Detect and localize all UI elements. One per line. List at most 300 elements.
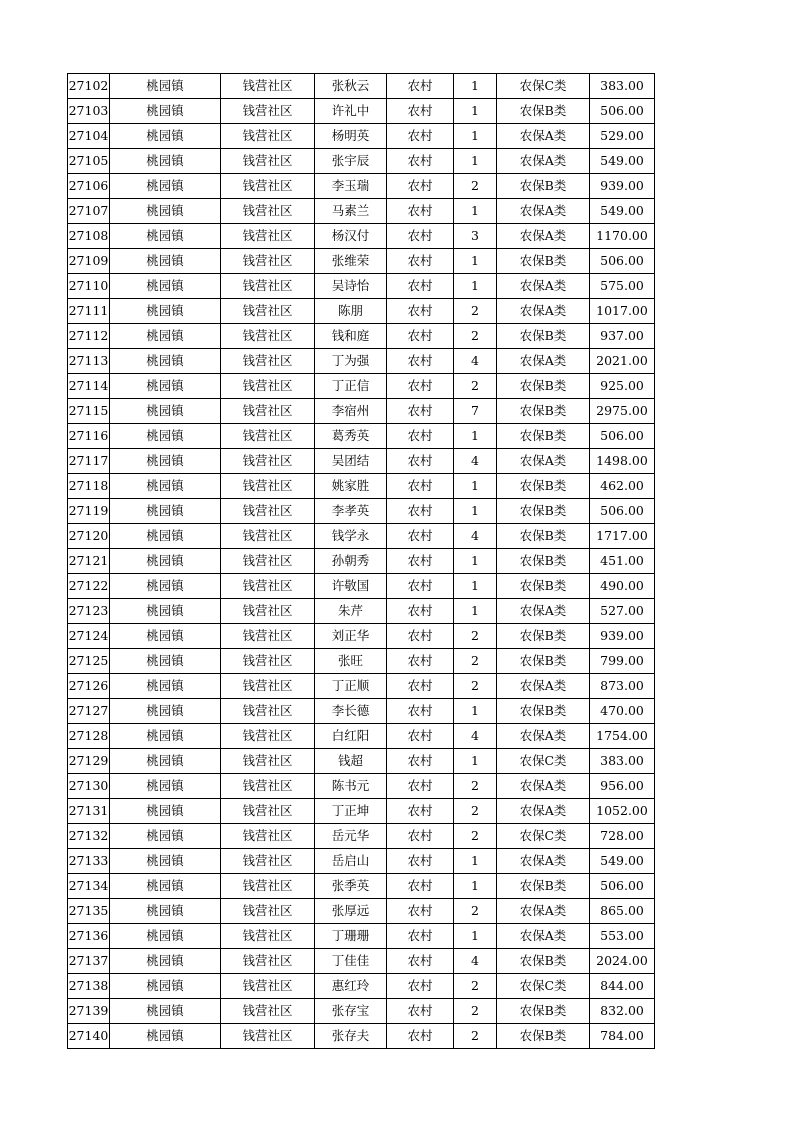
amount-value: 506.00 xyxy=(590,874,655,899)
insurance-category: 农保A类 xyxy=(497,349,590,374)
town-name: 桃园镇 xyxy=(110,999,221,1024)
table-row xyxy=(68,199,655,224)
household-type: 农村 xyxy=(387,99,454,124)
person-name: 钱和庭 xyxy=(315,324,387,349)
insurance-category: 农保A类 xyxy=(497,849,590,874)
community-name: 钱营社区 xyxy=(221,749,315,774)
person-name: 吴团结 xyxy=(315,449,387,474)
town-name: 桃园镇 xyxy=(110,149,221,174)
insurance-category: 农保A类 xyxy=(497,674,590,699)
amount-value: 1170.00 xyxy=(590,224,655,249)
household-type: 农村 xyxy=(387,374,454,399)
member-count: 2 xyxy=(454,799,497,824)
amount-value: 527.00 xyxy=(590,599,655,624)
person-name: 朱芹 xyxy=(315,599,387,624)
person-name: 杨汉付 xyxy=(315,224,387,249)
household-type: 农村 xyxy=(387,874,454,899)
amount-value: 844.00 xyxy=(590,974,655,999)
amount-value: 939.00 xyxy=(590,174,655,199)
household-type: 农村 xyxy=(387,124,454,149)
household-type: 农村 xyxy=(387,724,454,749)
member-count: 2 xyxy=(454,174,497,199)
amount-value: 1754.00 xyxy=(590,724,655,749)
table-row xyxy=(68,99,655,124)
record-id: 27106 xyxy=(68,174,110,199)
community-name: 钱营社区 xyxy=(221,274,315,299)
community-name: 钱营社区 xyxy=(221,224,315,249)
household-type: 农村 xyxy=(387,199,454,224)
person-name: 丁为强 xyxy=(315,349,387,374)
household-type: 农村 xyxy=(387,899,454,924)
table-row xyxy=(68,124,655,149)
household-type: 农村 xyxy=(387,474,454,499)
member-count: 4 xyxy=(454,949,497,974)
amount-value: 832.00 xyxy=(590,999,655,1024)
record-id: 27129 xyxy=(68,749,110,774)
table-row xyxy=(68,949,655,974)
table-row xyxy=(68,324,655,349)
insurance-category: 农保A类 xyxy=(497,149,590,174)
community-name: 钱营社区 xyxy=(221,124,315,149)
town-name: 桃园镇 xyxy=(110,799,221,824)
record-id: 27108 xyxy=(68,224,110,249)
member-count: 2 xyxy=(454,974,497,999)
table-row xyxy=(68,1024,655,1049)
town-name: 桃园镇 xyxy=(110,399,221,424)
insurance-category: 农保A类 xyxy=(497,774,590,799)
insurance-category: 农保A类 xyxy=(497,224,590,249)
table-row xyxy=(68,999,655,1024)
town-name: 桃园镇 xyxy=(110,949,221,974)
table-body xyxy=(68,74,655,1049)
person-name: 李宿州 xyxy=(315,399,387,424)
member-count: 1 xyxy=(454,849,497,874)
town-name: 桃园镇 xyxy=(110,574,221,599)
amount-value: 383.00 xyxy=(590,74,655,99)
table-row xyxy=(68,874,655,899)
insurance-category: 农保B类 xyxy=(497,399,590,424)
community-name: 钱营社区 xyxy=(221,674,315,699)
member-count: 1 xyxy=(454,149,497,174)
community-name: 钱营社区 xyxy=(221,374,315,399)
member-count: 2 xyxy=(454,674,497,699)
table-row xyxy=(68,299,655,324)
insurance-category: 农保B类 xyxy=(497,524,590,549)
person-name: 陈书元 xyxy=(315,774,387,799)
table-row xyxy=(68,974,655,999)
table-row xyxy=(68,924,655,949)
household-type: 农村 xyxy=(387,999,454,1024)
community-name: 钱营社区 xyxy=(221,699,315,724)
member-count: 1 xyxy=(454,99,497,124)
household-type: 农村 xyxy=(387,1024,454,1049)
insurance-category: 农保B类 xyxy=(497,324,590,349)
town-name: 桃园镇 xyxy=(110,724,221,749)
record-id: 27134 xyxy=(68,874,110,899)
insurance-category: 农保C类 xyxy=(497,974,590,999)
household-type: 农村 xyxy=(387,974,454,999)
town-name: 桃园镇 xyxy=(110,74,221,99)
insurance-category: 农保B类 xyxy=(497,999,590,1024)
member-count: 7 xyxy=(454,399,497,424)
record-id: 27113 xyxy=(68,349,110,374)
household-type: 农村 xyxy=(387,624,454,649)
household-type: 农村 xyxy=(387,924,454,949)
member-count: 1 xyxy=(454,499,497,524)
town-name: 桃园镇 xyxy=(110,524,221,549)
household-type: 农村 xyxy=(387,424,454,449)
household-type: 农村 xyxy=(387,799,454,824)
member-count: 1 xyxy=(454,199,497,224)
household-type: 农村 xyxy=(387,524,454,549)
table-row xyxy=(68,174,655,199)
town-name: 桃园镇 xyxy=(110,449,221,474)
community-name: 钱营社区 xyxy=(221,924,315,949)
household-type: 农村 xyxy=(387,549,454,574)
member-count: 4 xyxy=(454,449,497,474)
town-name: 桃园镇 xyxy=(110,674,221,699)
household-type: 农村 xyxy=(387,499,454,524)
household-type: 农村 xyxy=(387,949,454,974)
person-name: 丁珊珊 xyxy=(315,924,387,949)
insurance-category: 农保B类 xyxy=(497,874,590,899)
person-name: 葛秀英 xyxy=(315,424,387,449)
table-row xyxy=(68,224,655,249)
record-id: 27112 xyxy=(68,324,110,349)
community-name: 钱营社区 xyxy=(221,824,315,849)
community-name: 钱营社区 xyxy=(221,249,315,274)
town-name: 桃园镇 xyxy=(110,649,221,674)
record-id: 27137 xyxy=(68,949,110,974)
record-id: 27102 xyxy=(68,74,110,99)
town-name: 桃园镇 xyxy=(110,174,221,199)
insurance-category: 农保B类 xyxy=(497,174,590,199)
community-name: 钱营社区 xyxy=(221,974,315,999)
amount-value: 2021.00 xyxy=(590,349,655,374)
town-name: 桃园镇 xyxy=(110,849,221,874)
member-count: 1 xyxy=(454,924,497,949)
table-row xyxy=(68,724,655,749)
community-name: 钱营社区 xyxy=(221,499,315,524)
person-name: 刘正华 xyxy=(315,624,387,649)
record-id: 27107 xyxy=(68,199,110,224)
town-name: 桃园镇 xyxy=(110,974,221,999)
amount-value: 383.00 xyxy=(590,749,655,774)
amount-value: 873.00 xyxy=(590,674,655,699)
member-count: 1 xyxy=(454,574,497,599)
insurance-category: 农保C类 xyxy=(497,749,590,774)
person-name: 李长德 xyxy=(315,699,387,724)
community-name: 钱营社区 xyxy=(221,599,315,624)
member-count: 1 xyxy=(454,699,497,724)
community-name: 钱营社区 xyxy=(221,799,315,824)
table-row xyxy=(68,349,655,374)
table-row xyxy=(68,599,655,624)
insurance-category: 农保B类 xyxy=(497,1024,590,1049)
insurance-category: 农保C类 xyxy=(497,824,590,849)
table-row xyxy=(68,899,655,924)
town-name: 桃园镇 xyxy=(110,124,221,149)
table-row xyxy=(68,549,655,574)
household-type: 农村 xyxy=(387,699,454,724)
amount-value: 1717.00 xyxy=(590,524,655,549)
insurance-category: 农保C类 xyxy=(497,74,590,99)
record-id: 27127 xyxy=(68,699,110,724)
community-name: 钱营社区 xyxy=(221,424,315,449)
household-type: 农村 xyxy=(387,149,454,174)
member-count: 4 xyxy=(454,724,497,749)
insurance-category: 农保A类 xyxy=(497,799,590,824)
member-count: 1 xyxy=(454,474,497,499)
household-type: 农村 xyxy=(387,349,454,374)
member-count: 1 xyxy=(454,424,497,449)
record-id: 27115 xyxy=(68,399,110,424)
community-name: 钱营社区 xyxy=(221,524,315,549)
member-count: 1 xyxy=(454,249,497,274)
amount-value: 549.00 xyxy=(590,149,655,174)
amount-value: 956.00 xyxy=(590,774,655,799)
table-row xyxy=(68,749,655,774)
community-name: 钱营社区 xyxy=(221,574,315,599)
amount-value: 506.00 xyxy=(590,99,655,124)
amount-value: 506.00 xyxy=(590,249,655,274)
amount-value: 553.00 xyxy=(590,924,655,949)
record-id: 27136 xyxy=(68,924,110,949)
household-type: 农村 xyxy=(387,224,454,249)
household-type: 农村 xyxy=(387,324,454,349)
member-count: 1 xyxy=(454,874,497,899)
record-id: 27117 xyxy=(68,449,110,474)
person-name: 许礼中 xyxy=(315,99,387,124)
community-name: 钱营社区 xyxy=(221,874,315,899)
person-name: 李玉瑞 xyxy=(315,174,387,199)
amount-value: 529.00 xyxy=(590,124,655,149)
amount-value: 549.00 xyxy=(590,849,655,874)
table-row xyxy=(68,74,655,99)
household-type: 农村 xyxy=(387,574,454,599)
amount-value: 937.00 xyxy=(590,324,655,349)
amount-value: 784.00 xyxy=(590,1024,655,1049)
table-row xyxy=(68,674,655,699)
household-type: 农村 xyxy=(387,749,454,774)
record-id: 27109 xyxy=(68,249,110,274)
town-name: 桃园镇 xyxy=(110,699,221,724)
member-count: 2 xyxy=(454,649,497,674)
household-type: 农村 xyxy=(387,849,454,874)
community-name: 钱营社区 xyxy=(221,649,315,674)
household-type: 农村 xyxy=(387,599,454,624)
record-id: 27130 xyxy=(68,774,110,799)
insurance-category: 农保B类 xyxy=(497,249,590,274)
person-name: 张季英 xyxy=(315,874,387,899)
person-name: 张秋云 xyxy=(315,74,387,99)
amount-value: 470.00 xyxy=(590,699,655,724)
table-row xyxy=(68,499,655,524)
table-row xyxy=(68,849,655,874)
household-type: 农村 xyxy=(387,649,454,674)
record-id: 27133 xyxy=(68,849,110,874)
record-id: 27111 xyxy=(68,299,110,324)
town-name: 桃园镇 xyxy=(110,924,221,949)
record-id: 27132 xyxy=(68,824,110,849)
town-name: 桃园镇 xyxy=(110,349,221,374)
record-id: 27119 xyxy=(68,499,110,524)
person-name: 张旺 xyxy=(315,649,387,674)
person-name: 孙朝秀 xyxy=(315,549,387,574)
insurance-category: 农保B类 xyxy=(497,99,590,124)
table-row xyxy=(68,474,655,499)
table-row xyxy=(68,149,655,174)
town-name: 桃园镇 xyxy=(110,599,221,624)
community-name: 钱营社区 xyxy=(221,899,315,924)
town-name: 桃园镇 xyxy=(110,749,221,774)
record-id: 27103 xyxy=(68,99,110,124)
amount-value: 2024.00 xyxy=(590,949,655,974)
table-row xyxy=(68,649,655,674)
table-row xyxy=(68,574,655,599)
town-name: 桃园镇 xyxy=(110,499,221,524)
record-id: 27118 xyxy=(68,474,110,499)
community-name: 钱营社区 xyxy=(221,1024,315,1049)
person-name: 马素兰 xyxy=(315,199,387,224)
member-count: 1 xyxy=(454,74,497,99)
person-name: 张宇辰 xyxy=(315,149,387,174)
person-name: 白红阳 xyxy=(315,724,387,749)
household-type: 农村 xyxy=(387,399,454,424)
household-type: 农村 xyxy=(387,449,454,474)
amount-value: 728.00 xyxy=(590,824,655,849)
insurance-category: 农保A类 xyxy=(497,599,590,624)
amount-value: 1052.00 xyxy=(590,799,655,824)
household-type: 农村 xyxy=(387,274,454,299)
community-name: 钱营社区 xyxy=(221,474,315,499)
person-name: 丁佳佳 xyxy=(315,949,387,974)
record-id: 27105 xyxy=(68,149,110,174)
town-name: 桃园镇 xyxy=(110,549,221,574)
member-count: 4 xyxy=(454,349,497,374)
amount-value: 939.00 xyxy=(590,624,655,649)
person-name: 张维荣 xyxy=(315,249,387,274)
amount-value: 462.00 xyxy=(590,474,655,499)
town-name: 桃园镇 xyxy=(110,874,221,899)
record-id: 27138 xyxy=(68,974,110,999)
member-count: 1 xyxy=(454,124,497,149)
member-count: 1 xyxy=(454,549,497,574)
town-name: 桃园镇 xyxy=(110,274,221,299)
insurance-category: 农保A类 xyxy=(497,924,590,949)
community-name: 钱营社区 xyxy=(221,399,315,424)
table-row xyxy=(68,774,655,799)
table-row xyxy=(68,449,655,474)
community-name: 钱营社区 xyxy=(221,624,315,649)
community-name: 钱营社区 xyxy=(221,199,315,224)
community-name: 钱营社区 xyxy=(221,99,315,124)
community-name: 钱营社区 xyxy=(221,999,315,1024)
insurance-category: 农保B类 xyxy=(497,424,590,449)
insurance-category: 农保B类 xyxy=(497,624,590,649)
community-name: 钱营社区 xyxy=(221,949,315,974)
insurance-category: 农保A类 xyxy=(497,724,590,749)
community-name: 钱营社区 xyxy=(221,724,315,749)
table-row xyxy=(68,374,655,399)
member-count: 2 xyxy=(454,324,497,349)
insurance-category: 农保B类 xyxy=(497,574,590,599)
table-row xyxy=(68,524,655,549)
town-name: 桃园镇 xyxy=(110,424,221,449)
town-name: 桃园镇 xyxy=(110,774,221,799)
table-row xyxy=(68,624,655,649)
town-name: 桃园镇 xyxy=(110,299,221,324)
town-name: 桃园镇 xyxy=(110,374,221,399)
amount-value: 575.00 xyxy=(590,274,655,299)
amount-value: 925.00 xyxy=(590,374,655,399)
household-type: 农村 xyxy=(387,774,454,799)
amount-value: 451.00 xyxy=(590,549,655,574)
data-table xyxy=(67,73,655,1049)
member-count: 2 xyxy=(454,624,497,649)
community-name: 钱营社区 xyxy=(221,549,315,574)
record-id: 27135 xyxy=(68,899,110,924)
record-id: 27121 xyxy=(68,549,110,574)
table-row xyxy=(68,699,655,724)
table-row xyxy=(68,824,655,849)
insurance-category: 农保A类 xyxy=(497,199,590,224)
amount-value: 490.00 xyxy=(590,574,655,599)
record-id: 27114 xyxy=(68,374,110,399)
community-name: 钱营社区 xyxy=(221,849,315,874)
amount-value: 1017.00 xyxy=(590,299,655,324)
person-name: 丁正坤 xyxy=(315,799,387,824)
town-name: 桃园镇 xyxy=(110,824,221,849)
insurance-category: 农保A类 xyxy=(497,449,590,474)
amount-value: 506.00 xyxy=(590,424,655,449)
person-name: 张存夫 xyxy=(315,1024,387,1049)
amount-value: 2975.00 xyxy=(590,399,655,424)
record-id: 27116 xyxy=(68,424,110,449)
household-type: 农村 xyxy=(387,674,454,699)
insurance-category: 农保A类 xyxy=(497,299,590,324)
town-name: 桃园镇 xyxy=(110,624,221,649)
household-type: 农村 xyxy=(387,249,454,274)
town-name: 桃园镇 xyxy=(110,474,221,499)
person-name: 杨明英 xyxy=(315,124,387,149)
member-count: 2 xyxy=(454,899,497,924)
member-count: 2 xyxy=(454,1024,497,1049)
community-name: 钱营社区 xyxy=(221,299,315,324)
table-row xyxy=(68,274,655,299)
amount-value: 1498.00 xyxy=(590,449,655,474)
member-count: 1 xyxy=(454,274,497,299)
record-id: 27126 xyxy=(68,674,110,699)
person-name: 陈朋 xyxy=(315,299,387,324)
record-id: 27125 xyxy=(68,649,110,674)
community-name: 钱营社区 xyxy=(221,174,315,199)
person-name: 许敬国 xyxy=(315,574,387,599)
person-name: 岳启山 xyxy=(315,849,387,874)
town-name: 桃园镇 xyxy=(110,324,221,349)
record-id: 27131 xyxy=(68,799,110,824)
person-name: 吴诗怡 xyxy=(315,274,387,299)
person-name: 钱学永 xyxy=(315,524,387,549)
community-name: 钱营社区 xyxy=(221,349,315,374)
person-name: 钱超 xyxy=(315,749,387,774)
household-type: 农村 xyxy=(387,824,454,849)
amount-value: 799.00 xyxy=(590,649,655,674)
member-count: 1 xyxy=(454,599,497,624)
record-id: 27140 xyxy=(68,1024,110,1049)
person-name: 张厚远 xyxy=(315,899,387,924)
amount-value: 549.00 xyxy=(590,199,655,224)
